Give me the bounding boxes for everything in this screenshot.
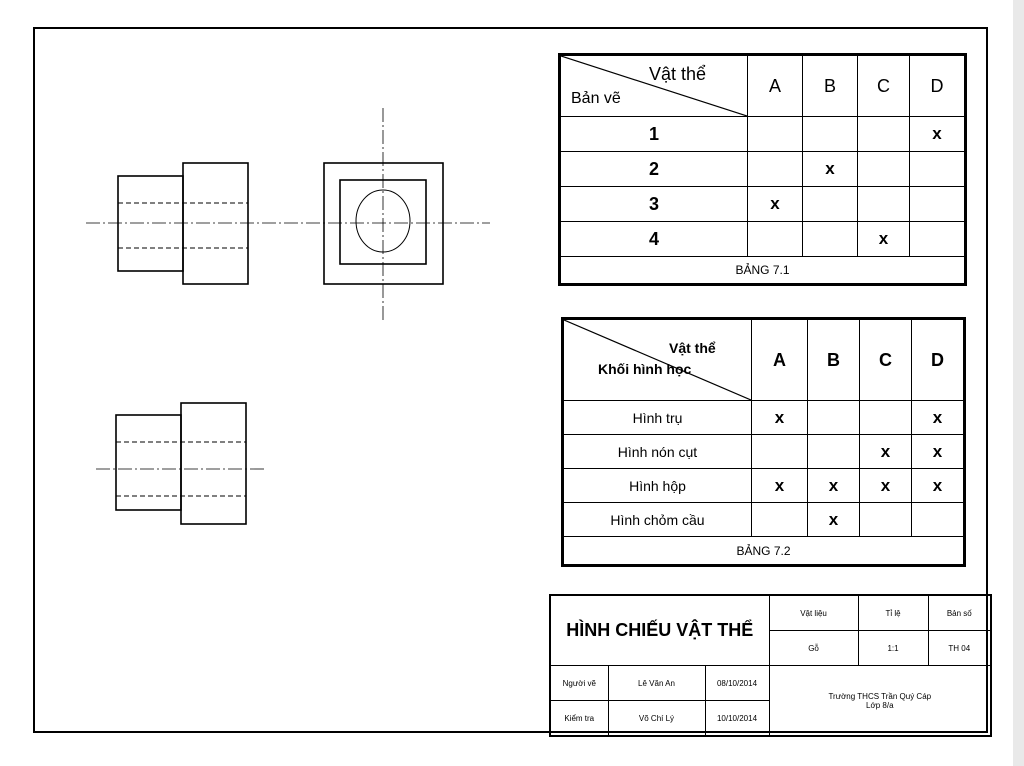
table-7-1-header [560,55,966,117]
table-row [560,222,966,257]
table-7-2-corner-cell [563,319,752,401]
front-view [118,163,248,284]
column-header: B [808,319,860,401]
cell [803,187,858,222]
cell [803,117,858,152]
top-view-large-block [181,403,246,524]
cell: x [912,469,965,503]
school-info [769,666,991,737]
row-label: 4 [560,222,748,257]
side-view [324,163,443,284]
cell [803,222,858,257]
material-label: Vật liệu [769,595,858,631]
cell [858,117,910,152]
table-7-1 [558,53,967,286]
checked-date: 10/10/2014 [705,701,769,737]
cell: x [860,469,912,503]
cell [858,187,910,222]
checked-by-label: Kiểm tra [550,701,608,737]
table-row [563,469,965,503]
table-caption-row [560,257,966,285]
column-header: C [858,55,910,117]
row-label: 2 [560,152,748,187]
cell [752,435,808,469]
column-header: B [803,55,858,117]
table-row [563,435,965,469]
column-header: A [752,319,808,401]
front-view-large-block [183,163,248,284]
table-caption-row [563,537,965,566]
sheet-label: Bản số [928,595,991,631]
title-block [549,594,992,737]
table-row [563,401,965,435]
drawn-date: 08/10/2014 [705,666,769,701]
column-header: C [860,319,912,401]
header-drawing-label: Bản vẽ [571,90,621,107]
row-label: Hình hộp [563,469,752,503]
row-label: 3 [560,187,748,222]
cell [808,435,860,469]
table-7-1-corner-cell [560,55,748,117]
cell: x [910,117,966,152]
header-object-label: Vật thể [649,64,707,84]
diagonal-line [564,320,751,400]
material-value: Gỗ [769,631,858,666]
column-header: D [912,319,965,401]
front-view-small-block [118,176,183,271]
cell: x [808,503,860,537]
cell: x [858,222,910,257]
cell [860,401,912,435]
drawn-by-label: Người vẽ [550,666,608,701]
table-row [560,152,966,187]
table-7-2 [561,317,966,567]
cell: x [808,469,860,503]
cell [748,222,803,257]
cell: x [803,152,858,187]
title-block-row [550,666,991,701]
side-view-outer-square [324,163,443,284]
table-caption: BẢNG 7.2 [563,537,965,566]
cell [808,401,860,435]
header-object-label: Vật thể [669,340,716,356]
row-label: 1 [560,117,748,152]
school-name: Trường THCS Trần Quý Cáp [828,691,932,701]
table-row [560,187,966,222]
cell [748,152,803,187]
cell [912,503,965,537]
table-row [563,503,965,537]
sheet-value: TH 04 [928,631,991,666]
cell [910,187,966,222]
cell [910,152,966,187]
row-label: Hình chỏm cầu [563,503,752,537]
cell: x [748,187,803,222]
cell [910,222,966,257]
top-view [116,403,246,524]
cell [858,152,910,187]
drawn-by-name: Lê Văn An [608,666,705,701]
cell: x [752,401,808,435]
title-block-row [550,595,991,631]
cell: x [912,435,965,469]
cell: x [752,469,808,503]
header-solid-label: Khối hình học [598,361,692,377]
cell [860,503,912,537]
cell: x [860,435,912,469]
column-header: D [910,55,966,117]
drawing-title: HÌNH CHIẾU VẬT THỂ [550,595,769,666]
table-row [560,117,966,152]
scale-label: Tỉ lệ [858,595,928,631]
class-name: Lớp 8/a [866,700,894,710]
checked-by-name: Võ Chí Lý [608,701,705,737]
table-7-2-header [563,319,965,401]
table-caption: BẢNG 7.1 [560,257,966,285]
cell [748,117,803,152]
column-header: A [748,55,803,117]
scale-value: 1:1 [858,631,928,666]
cell [752,503,808,537]
cell: x [912,401,965,435]
row-label: Hình trụ [563,401,752,435]
row-label: Hình nón cụt [563,435,752,469]
